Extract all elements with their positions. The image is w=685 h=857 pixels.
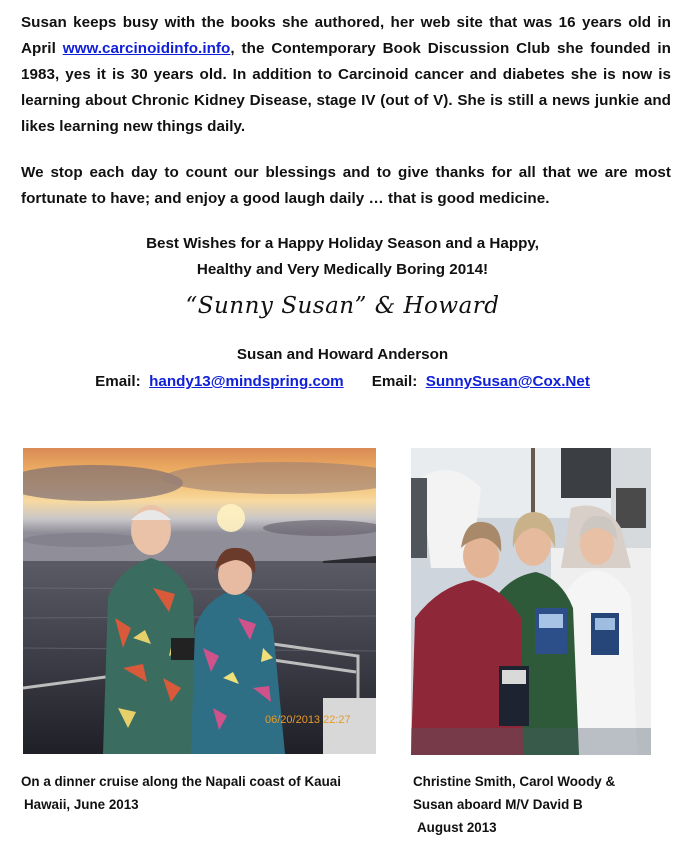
boat-friends-illustration — [411, 448, 651, 755]
paragraph1-text-after: , the Contemporary Book Discussion Club she founded in 1983, yes it is 30 years old. In addition to Carcinoid cancer and diabetes she is now is learning about Chronic Kidney Disease, stage IV (out of V). She is still a news junkie and likes learning new things daily. — [21, 40, 671, 135]
photo-timestamp: 06/20/2013 22:27 — [265, 714, 351, 726]
paragraph1-text-before: Susan keeps busy with the books she authored, her web site that was 16 years old in April — [21, 14, 671, 57]
paragraph-susan-activities — [21, 10, 671, 140]
sender-names: Susan and Howard Anderson — [236, 346, 449, 363]
caption-aboard-boat — [413, 770, 615, 839]
photo-aboard-boat — [411, 448, 651, 755]
holiday-greeting — [0, 231, 685, 283]
email-link-susan[interactable]: SunnySusan@Cox.Net — [425, 373, 590, 390]
caption2-line-1: Christine Smith, Carol Woody & — [413, 774, 616, 789]
greeting-line-2: Healthy and Very Medically Boring 2014! — [196, 261, 489, 278]
email-label-howard: Email: — [95, 373, 141, 390]
email-label-susan: Email: — [371, 373, 418, 390]
greeting-line-1: Best Wishes for a Happy Holiday Season and a Happy, — [146, 235, 539, 252]
photo-dinner-cruise — [23, 448, 376, 754]
caption1-line-1: On a dinner cruise along the Napali coast of Kauai — [21, 774, 341, 789]
sunset-cruise-illustration — [23, 448, 376, 754]
caption2-line-2: Susan aboard M/V David B — [413, 797, 583, 812]
paragraph-blessings: We stop each day to count our blessings and to give thanks for all that we are most fortunate to have; and enjoy a good laugh daily … that is good medicine. — [21, 164, 671, 207]
email-link-howard[interactable]: handy13@mindspring.com — [149, 373, 344, 390]
carcinoid-site-link[interactable]: www.carcinoidinfo.info — [62, 40, 231, 57]
caption1-line-2: Hawaii, June 2013 — [24, 797, 139, 812]
caption2-line-3: August 2013 — [417, 820, 497, 835]
email-contacts — [0, 372, 685, 392]
signature: “Sunny Susan” & Howard — [185, 293, 500, 319]
caption-dinner-cruise — [21, 770, 341, 816]
